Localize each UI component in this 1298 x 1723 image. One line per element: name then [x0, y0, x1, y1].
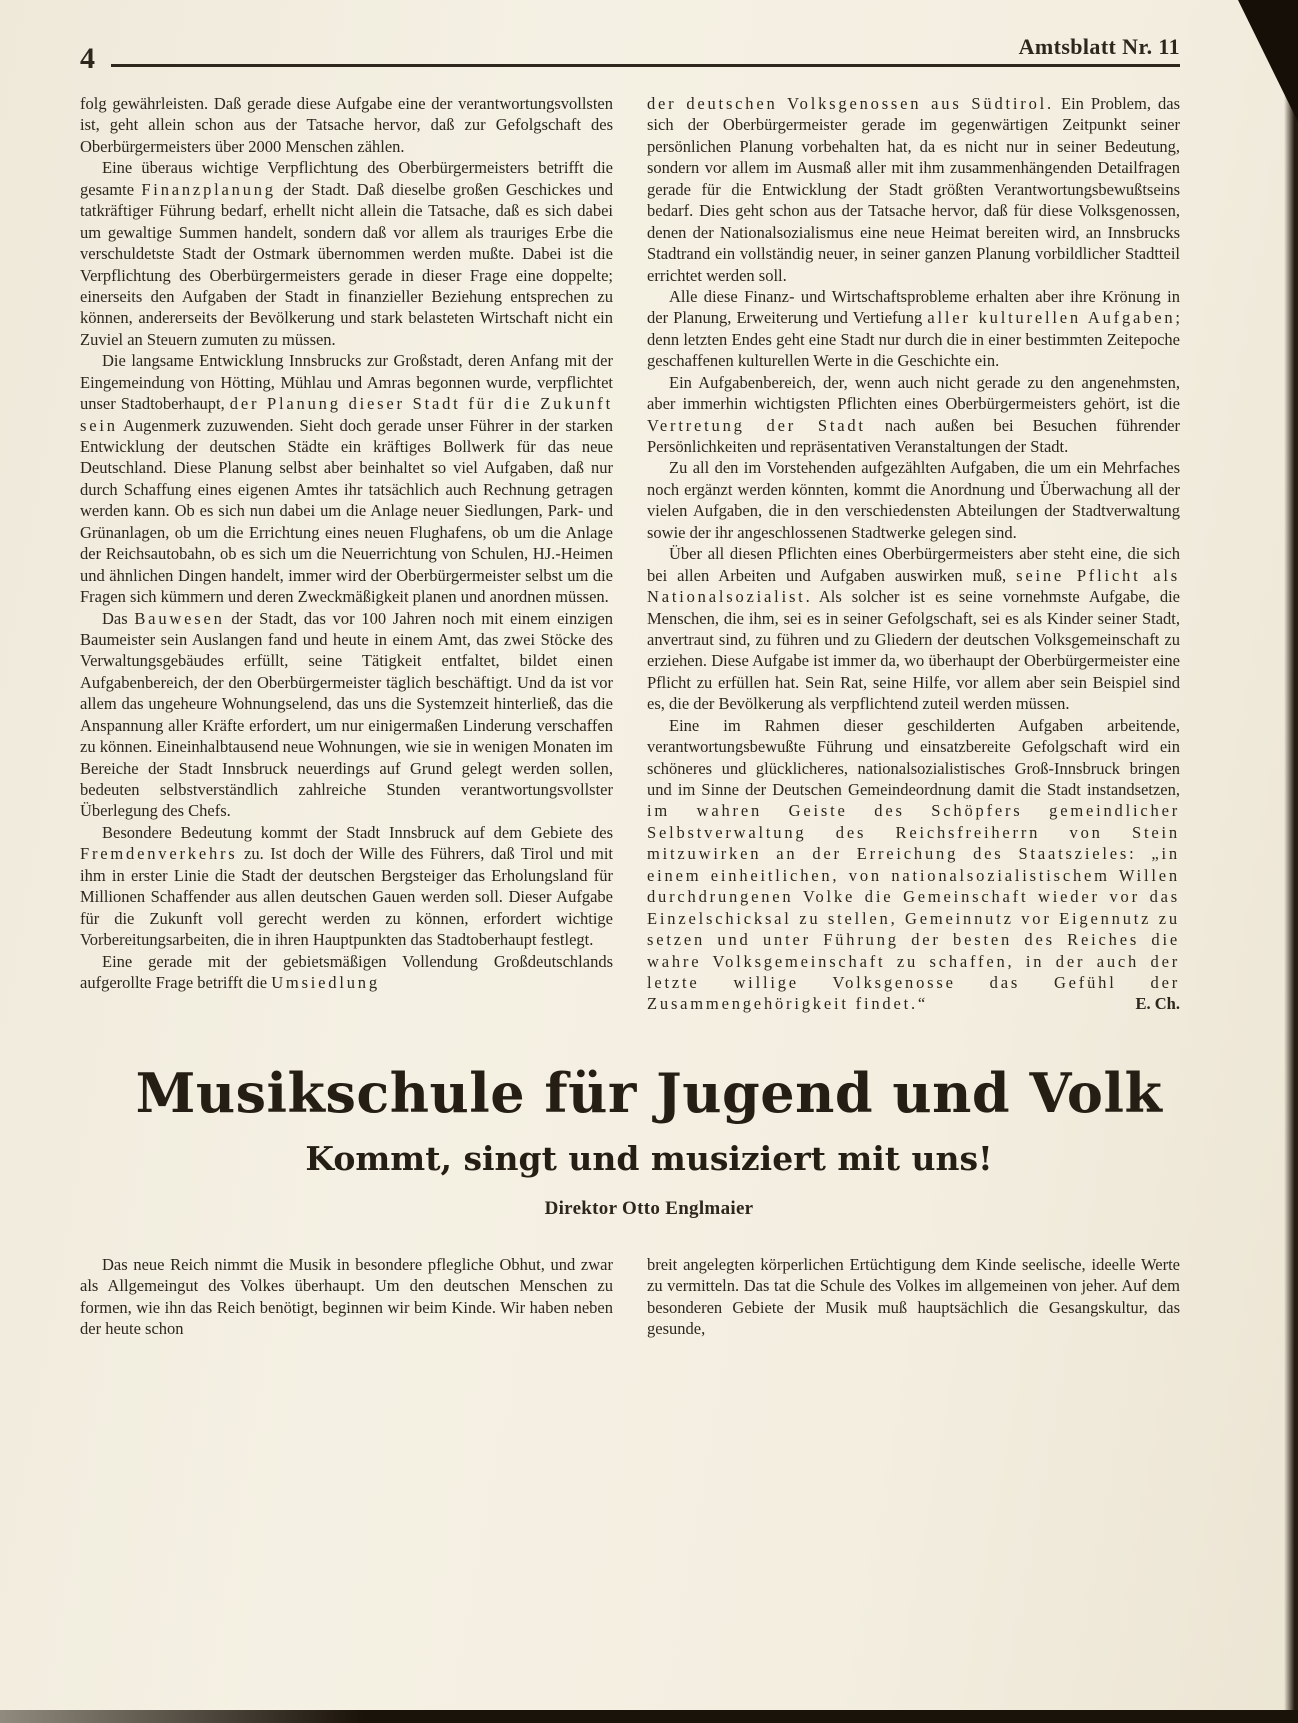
author-initials: E. Ch.	[1135, 994, 1180, 1014]
paragraph: breit angelegten körperlichen Ertüchtigung dem Kinde seelische, ideelle Werte zu vermitteln. Das tat die Schule des Volkes im allgemeinen von jeher. Auf dem besonderen Gebiete der Musik muß hauptsächlich die Gesangskultur, das gesunde,	[647, 1254, 1180, 1339]
emphasized-letterspaced-text: der deutschen Volksgenossen aus Südtirol.	[647, 94, 1054, 113]
paragraph: Das neue Reich nimmt die Musik in besondere pflegliche Obhut, und zwar als Allgemeingut des Volkes überhaupt. Um den deutschen Menschen zu formen, wie ihn das Reich benötigt, beginnen wir beim Kinde. Wir haben neben der heute schon	[80, 1254, 613, 1339]
emphasized-letterspaced-text: Bauwesen	[134, 608, 225, 628]
paragraph: Besondere Bedeutung kommt der Stadt Innsbruck auf dem Gebiete des Fremdenverkehrs zu. Ist doch der Wille des Führers, daß Tirol und mit ihm in erster Linie die Stadt der deutschen Bergsteiger das Erholungsland für Millionen Schaffender aus allen deutschen Gauen werden soll. Dieser Aufgabe für die Zukunft voll gerecht werden zu können, erfordert wichtige Vorbereitungsarbeiten, die in ihren Hauptpunkten das Stadtoberhaupt festlegt.	[80, 822, 613, 950]
article2-byline: Direktor Otto Englmaier	[544, 1197, 754, 1219]
paragraph: Das Bauwesen der Stadt, das vor 100 Jahren noch mit einem einzigen Baumeister sein Auslangen fand und heute in einem Amt, das zwei Stöcke des Verwaltungsgebäudes erfüllt, seine Tätigkeit entfaltet, bildet einen Aufgabenbereich, der den Oberbürgermeister täglich beschäftigt. Und da ist vor allem das ungeheure Wohnungselend, das uns die Systemzeit hinterließ, das die Anspannung aller Kräfte erfordert, um nur einigermaßen Linderung verschaffen zu können. Eineinhalbtausend neue Wohnungen, wie sie in wenigen Monaten im Bereiche der Stadt Innsbruck neuerdings auf Grund gelegt werden sollen, bedeuten selbstverständlich zahlreiche Stunden verantwortungsvollster Überlegung des Chefs.	[80, 608, 613, 821]
emphasized-letterspaced-text: der Planung dieser Stadt für die Zukunft sein	[80, 394, 613, 435]
scan-edge-bottom	[0, 1710, 1298, 1723]
article2-header	[0, 1061, 1298, 1220]
article1-right-column	[647, 93, 1180, 1015]
paragraph: Eine im Rahmen dieser geschilderten Aufgaben arbeitende, verantwortungsbewußte Führung und einsatzbereite Gefolgschaft wird ein schöneres und glücklicheres, nationalsozialistisches Groß-Innsbruck bringen und im Sinne der Deutschen Gemeindeordnung damit die Stadt instandsetzen, im wahren Geiste des Schöpfers gemeindlicher Selbstverwaltung des Reichsfreiherrn von Stein mitzuwirken an der Erreichung des Staatszieles: „in einem einheitlichen, von nationalsozialistischem Willen durchdrungenen Volke die Gemeinschaft wieder vor das Einzelschicksal zu stellen, Gemeinnutz vor Eigennutz zu setzen und unter Führung der besten des Reiches die wahre Volksgemeinschaft zu schaffen, in der auch der letzte willige Volksgenosse das Gefühl der Zusammengehörigkeit findet.“ E. Ch.	[647, 715, 1180, 1014]
article2-headline: Musikschule für Jugend und Volk	[135, 1060, 1163, 1125]
header-rule	[111, 34, 1180, 67]
emphasized-letterspaced-text: Umsiedlung	[271, 972, 380, 992]
emphasized-letterspaced-text: Fremdenverkehrs	[80, 844, 238, 864]
paragraph: Alle diese Finanz- und Wirtschaftsprobleme erhalten aber ihre Krönung in der Planung, Erweiterung und Vertiefung aller kulturellen Aufgaben; denn letzten Endes geht eine Stadt nur durch die in einer bestimmten Zeitepoche geschaffenen kulturellen Werte in die Geschichte ein.	[647, 286, 1180, 371]
scan-edge-right	[1284, 0, 1298, 1723]
article2-body	[80, 1254, 1180, 1340]
article1-left-column	[80, 93, 613, 1015]
emphasized-letterspaced-text: im wahren Geiste des Schöpfers gemeindlicher Selbstverwaltung des Reichsfreiherrn von Stein mitzuwirken an der Erreichung des Staatszieles: „in einem einheitlichen, von nationalsozialistischem Willen durchdrungenen Volke die Gemeinschaft wieder vor das Einzelschicksal zu stellen, Gemeinnutz vor Eigennutz zu setzen und unter Führung der besten des Reiches die wahre Volksgemeinschaft zu schaffen, in der auch der letzte willige Volksgenosse das Gefühl der Zusammengehörigkeit findet.“	[647, 801, 1180, 1014]
emphasized-letterspaced-text: Finanzplanung	[141, 179, 276, 199]
page-header	[80, 34, 1180, 75]
page-number: 4	[80, 42, 95, 75]
paragraph: folg gewährleisten. Daß gerade diese Aufgabe eine der verantwortungsvollsten ist, geht allein schon aus der Tatsache hervor, daß zur Gefolgschaft des Oberbürgermeisters über 2000 Menschen zählen.	[80, 94, 613, 156]
paragraph: Eine überaus wichtige Verpflichtung des Oberbürgermeisters betrifft die gesamte Finanzplanung der Stadt. Daß dieselbe großen Geschickes und tatkräftiger Führung bedarf, erhellt nicht allein die Tatsache, daß es sich dabei um gewaltige Summen handelt, sondern daß vor allem als trauriges Erbe die verschuldetste Stadt der Ostmark übernommen werden mußte. Dabei ist die Verpflichtung des Oberbürgermeisters gerade in dieser Frage eine doppelte; einerseits den Aufgaben der Stadt in finanzieller Beziehung entsprechen zu können, andererseits der Bevölkerung und stark belasteten Wirtschaft nicht ein Zuviel an Steuern zumuten zu müssen.	[80, 158, 614, 349]
emphasized-letterspaced-text: aller kulturellen Aufgaben	[927, 308, 1176, 328]
article1-body	[80, 93, 1180, 1015]
paragraph: der deutschen Volksgenossen aus Südtirol. Ein Problem, das sich der Oberbürgermeister gerade im gegenwärtigen Zeitpunkt seiner persönlichen Planung vorbehalten hat, da es nicht nur in seiner Bedeutung, sondern vor allem im Ausmaß aller mit ihm zusammenhängenden Detailfragen gerade für die Entwicklung der Stadt größten Verantwortungsbewußtseins bedarf. Dies geht schon aus der Tatsache hervor, daß für diese Volksgenossen, denen der Nationalsozialismus eine neue Heimat bereiten wird, an Innsbrucks Stadtrand ein vollständig neuer, in seiner ganzen Planung vorbildlicher Stadtteil errichtet werden soll.	[647, 94, 1180, 285]
paragraph: Eine gerade mit der gebietsmäßigen Vollendung Großdeutschlands aufgerollte Frage betrifft die Umsiedlung	[80, 951, 613, 992]
emphasized-letterspaced-text: Vertretung der Stadt	[647, 415, 866, 435]
paragraph: Die langsame Entwicklung Innsbrucks zur Großstadt, deren Anfang mit der Eingemeindung von Hötting, Mühlau und Amras begonnen wurde, verpflichtet unser Stadtoberhaupt, der Planung dieser Stadt für die Zukunft sein Augenmerk zuzuwenden. Sieht doch gerade unser Führer in der starken Entwicklung der deutschen Städte ein kräftiges Bollwerk für das neue Deutschland. Diese Planung selbst aber beinhaltet so viel Aufgaben, daß nur durch Schaffung eines eigenen Amtes ihr tatsächlich auch Rechnung getragen werden kann. Ob es sich nun dabei um die Anlage neuer Siedlungen, Park- und Grünanlagen, ob um die Errichtung eines neuen Flughafens, ob um die Anlage der Reichsautobahn, ob es sich um die Neuerrichtung von Schulen, HJ.-Heimen und ähnlichen Dingen handelt, immer wird der Oberbürgermeister selbst um die Fragen sich kümmern und deren Zweckmäßigkeit planen und anordnen müssen.	[80, 351, 613, 607]
paragraph: Ein Aufgabenbereich, der, wenn auch nicht gerade zu den angenehmsten, aber immerhin wichtigsten Pflichten eines Oberbürgermeisters gehört, ist die Vertretung der Stadt nach außen bei Besuchen führender Persönlichkeiten und repräsentativen Veranstaltungen der Stadt.	[647, 372, 1180, 456]
article2-left-column	[80, 1254, 613, 1340]
article2-subheadline: Kommt, singt und musiziert mit uns!	[305, 1138, 993, 1178]
article2-right-column	[647, 1254, 1180, 1340]
emphasized-letterspaced-text: seine Pflicht als Nationalsozialist	[647, 565, 1180, 607]
paragraph: Über all diesen Pflichten eines Oberbürgermeisters aber steht eine, die sich bei allen Arbeiten und Aufgaben auswirken muß, seine Pflicht als Nationalsozialist. Als solcher ist es seine vornehmste Aufgabe, die Menschen, die ihm, sei es in seiner Gefolgschaft, sei es als Kinder seiner Stadt, anvertraut sind, zu führen und zu Gliedern der deutschen Volksgemeinschaft zu erziehen. Diese Aufgabe ist immer da, wo überhaupt der Oberbürgermeister eine Pflicht zu erfüllen hat. Sein Rat, seine Hilfe, vor allem aber sein Beispiel sind es, die der Bevölkerung als verpflichtend zuteil werden müssen.	[647, 544, 1180, 714]
masthead-title: Amtsblatt Nr. 11	[1018, 34, 1180, 59]
scan-corner-top-right	[1238, 0, 1298, 122]
paragraph: Zu all den im Vorstehenden aufgezählten Aufgaben, die um ein Mehrfaches noch ergänzt werden könnten, kommt die Anordnung und Überwachung all der vielen Aufgaben, die in den verschiedensten Abteilungen der Stadtverwaltung sowie der ihr angeschlossenen Stadtwerke gelegen sind.	[647, 458, 1180, 542]
